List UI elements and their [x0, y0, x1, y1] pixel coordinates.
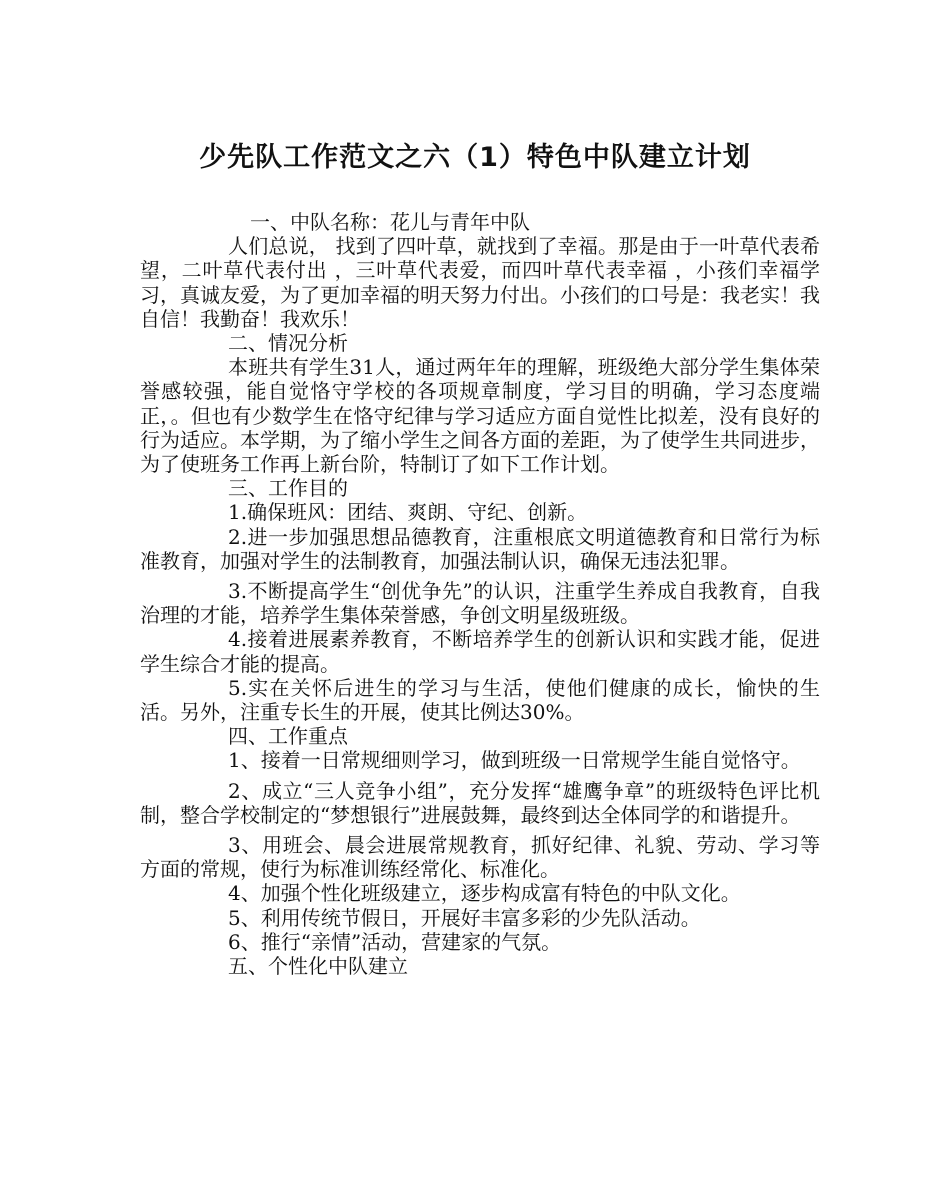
- document-body: [140, 210, 820, 978]
- list-item: 5.实在关怀后进生的学习与生活，使他们健康的成长，愉快的生活。另外，注重专长生的开展，使其比例达30%。: [140, 675, 820, 725]
- section-heading: 三、工作目的: [228, 476, 348, 501]
- list-item: 1、接着一日常规细则学习，做到班级一日常规学生能自觉恪守。: [228, 748, 801, 773]
- list-item: 5、利用传统节假日，开展好丰富多彩的少先队活动。: [228, 905, 701, 930]
- list-item: 6、推行“亲情”活动，营建家的气氛。: [228, 929, 562, 954]
- section-heading: 四、工作重点: [228, 724, 348, 749]
- list-item: 4、加强个性化班级建立，逐步构成富有特色的中队文化。: [228, 881, 741, 906]
- section-heading: 一、中队名称：花儿与青年中队: [250, 210, 530, 234]
- list-item: 2、成立“三人竞争小组”，充分发挥“雄鹰争章”的班级特色评比机制，整合学校制定的“梦想银行”进展鼓舞，最终到达全体同学的和谐提升。: [140, 778, 820, 827]
- list-item: 4.接着进展素养教育，不断培养学生的创新认识和实践才能，促进学生综合才能的提高。: [140, 627, 820, 676]
- list-item: 3.不断提高学生“创优争先”的认识，注重学生养成自我教育，自我治理的才能，培养学生集体荣誉感，争创文明星级班级。: [140, 579, 820, 628]
- document-title: 少先队工作范文之六（1）特色中队建立计划: [199, 142, 751, 173]
- section-heading: 二、情况分析: [228, 331, 348, 356]
- section-heading: 五、个性化中队建立: [228, 954, 408, 979]
- list-item: 1.确保班风：团结、爽朗、守纪、创新。: [228, 500, 588, 525]
- paragraph: 人们总说， 找到了四叶草，就找到了幸福。那是由于一叶草代表希望，二叶草代表付出 ，三叶草代表爱，而四叶草代表幸福 ，小孩们幸福学习，真诚友爱，为了更加幸福的明天努力付出。小孩们的口号是：我老实！我自信！我勤奋！我欢乐！: [140, 234, 820, 331]
- list-item: 2.进一步加强思想品德教育，注重根底文明道德教育和日常行为标准教育，加强对学生的法制教育，加强法制认识，确保无违法犯罪。: [140, 524, 820, 573]
- paragraph: 本班共有学生31人，通过两年年的理解，班级绝大部分学生集体荣誉感较强，能自觉恪守学校的各项规章制度，学习目的明确，学习态度端正，。但也有少数学生在恪守纪律与学习适应方面自觉性比拟差，没有良好的行为适应。本学期，为了缩小学生之间各方面的差距，为了使学生共同进步，为了使班务工作再上新台阶，特制订了如下工作计划。: [140, 355, 820, 477]
- list-item: 3、用班会、晨会进展常规教育，抓好纪律、礼貌、劳动、学习等方面的常规，使行为标准训练经常化、标准化。: [140, 833, 820, 882]
